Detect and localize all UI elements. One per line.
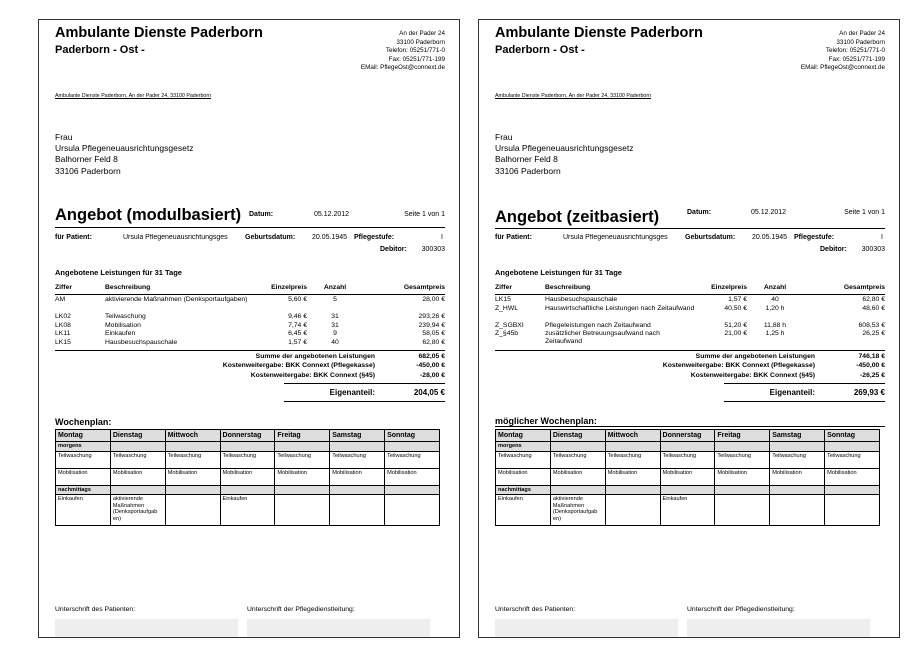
service-row bbox=[55, 330, 445, 339]
service-total: 608,53 € bbox=[858, 321, 885, 329]
recipient-address bbox=[495, 132, 633, 177]
plan-cell bbox=[605, 495, 660, 526]
weekday-header: Mittwoch bbox=[605, 430, 660, 442]
sum-value: -450,00 € bbox=[416, 362, 445, 370]
weekday-header-row bbox=[56, 430, 440, 442]
plan-cell: Mobilisation bbox=[715, 468, 770, 485]
plan-cell: Mobilisation bbox=[275, 468, 330, 485]
plan-cell: Teilwaschung bbox=[385, 451, 440, 468]
service-quantity: 40 bbox=[771, 296, 779, 303]
service-price: 1,57 € bbox=[728, 296, 747, 303]
contact-line: Telefon: 05251/771-0 bbox=[825, 47, 885, 55]
plan-cell: Teilwaschung bbox=[825, 451, 880, 468]
sum-row bbox=[55, 353, 445, 362]
service-quantity: 40 bbox=[331, 338, 339, 346]
service-code: LK11 bbox=[55, 330, 71, 338]
birth-value: 20.05.1945 bbox=[312, 234, 348, 241]
col-total: Gesamtpreis bbox=[403, 284, 445, 291]
care-level-value: I bbox=[881, 234, 883, 241]
contact-line: An der Pader 24 bbox=[839, 30, 885, 37]
plan-cell: Teilwaschung bbox=[56, 451, 111, 468]
recipient-line: 33106 Paderborn bbox=[495, 165, 561, 176]
period-label: nachmittags bbox=[56, 485, 111, 495]
service-total: 28,00 € bbox=[422, 296, 445, 303]
service-description: aktivierende Maßnahmen (Denksportaufgaben) bbox=[105, 296, 248, 303]
weekday-header: Sonntag bbox=[825, 430, 880, 442]
service-total: 48,60 € bbox=[862, 304, 885, 312]
service-description: Pflegeleistungen nach Zeitaufwand bbox=[545, 321, 651, 329]
plan-cell: Mobilisation bbox=[385, 468, 440, 485]
col-price: Einzelpreis bbox=[271, 284, 307, 291]
service-code: LK15 bbox=[55, 338, 71, 346]
patient-label: für Patient: bbox=[55, 234, 92, 241]
col-price: Einzelpreis bbox=[711, 284, 747, 291]
service-price: 51,20 € bbox=[724, 321, 747, 329]
service-quantity: 1,20 h bbox=[765, 304, 785, 312]
plan-cell: Mobilisation bbox=[770, 468, 825, 485]
sum-value: -28,00 € bbox=[420, 371, 445, 379]
sender-line: Ambulante Dienste Paderborn, An der Pader 24, 33100 Paderborn bbox=[55, 93, 212, 99]
period-row-morning bbox=[496, 442, 880, 452]
service-quantity: 5 bbox=[333, 296, 337, 303]
weekly-plan-table bbox=[55, 429, 440, 526]
weekday-header: Freitag bbox=[275, 430, 330, 442]
weekday-header-row bbox=[496, 430, 880, 442]
contact-line: An der Pader 24 bbox=[399, 30, 445, 37]
recipient-line: Ursula Pflegeneuausrichtungsgesetz bbox=[55, 143, 194, 154]
service-description: Einkaufen bbox=[105, 330, 136, 338]
items-rule bbox=[55, 350, 445, 351]
recipient-line: 33106 Paderborn bbox=[55, 165, 121, 176]
plan-cell bbox=[385, 495, 440, 526]
plan-cell: Mobilisation bbox=[496, 468, 551, 485]
service-row bbox=[55, 313, 445, 322]
service-quantity: 1,25 h bbox=[765, 330, 785, 338]
company-name: Ambulante Dienste Paderborn bbox=[495, 25, 703, 41]
title-rule bbox=[55, 227, 445, 228]
signature-service-field[interactable] bbox=[687, 619, 870, 637]
weekday-header: Samstag bbox=[770, 430, 825, 442]
col-code: Ziffer bbox=[495, 284, 512, 291]
service-quantity: 31 bbox=[331, 321, 339, 329]
sum-value: 746,18 € bbox=[858, 353, 885, 360]
patient-value: Ursula Pflegeneuausrichtungsges bbox=[563, 234, 668, 241]
service-code: LK15 bbox=[495, 296, 511, 303]
sum-label: Kostenweitergabe: BKK Connext (Pflegekasse) bbox=[222, 362, 375, 370]
plan-row bbox=[496, 451, 880, 468]
plan-cell: Teilwaschung bbox=[715, 451, 770, 468]
services-table bbox=[55, 284, 445, 347]
service-row bbox=[495, 296, 885, 305]
service-code: LK08 bbox=[55, 321, 71, 329]
service-total: 239,94 € bbox=[418, 321, 445, 329]
services-header bbox=[55, 284, 445, 294]
period-label: morgens bbox=[496, 442, 551, 452]
plan-cell: Mobilisation bbox=[110, 468, 165, 485]
weekly-plan-title: möglicher Wochenplan: bbox=[495, 416, 597, 426]
sum-row bbox=[495, 353, 885, 362]
recipient-line: Balhorner Feld 8 bbox=[55, 154, 118, 165]
service-code: Z_HWL bbox=[495, 304, 519, 312]
debtor-value: 300303 bbox=[421, 246, 445, 253]
contact-line: EMail: PflegeOst@connext.de bbox=[360, 64, 445, 72]
plan-cell: Teilwaschung bbox=[220, 451, 275, 468]
signature-patient-field[interactable] bbox=[55, 619, 238, 637]
plan-cell: Teilwaschung bbox=[660, 451, 715, 468]
own-share-value: 269,93 € bbox=[853, 388, 885, 397]
service-row bbox=[55, 322, 445, 331]
document-title: Angebot (modulbasiert) bbox=[55, 206, 242, 224]
service-quantity: 31 bbox=[331, 313, 339, 320]
own-share-label: Eigenanteil: bbox=[329, 388, 375, 397]
own-share-rule-bottom bbox=[284, 401, 445, 402]
contact-line: EMail: PflegeOst@connext.de bbox=[800, 64, 885, 72]
plan-cell: Einkaufen bbox=[496, 495, 551, 526]
signature-service-label: Unterschrift der Pflegedienstleitung: bbox=[247, 606, 355, 613]
weekday-header: Sonntag bbox=[385, 430, 440, 442]
service-price: 1,57 € bbox=[288, 338, 307, 346]
service-row bbox=[495, 322, 885, 331]
plan-cell: Teilwaschung bbox=[496, 451, 551, 468]
service-quantity: 11,88 h bbox=[763, 321, 787, 329]
date-label: Datum: bbox=[687, 209, 712, 216]
contact-line: Fax: 05251/771-199 bbox=[828, 55, 885, 63]
sums-block bbox=[55, 353, 445, 381]
col-total: Gesamtpreis bbox=[843, 284, 885, 291]
service-code: Z_SGBXI bbox=[495, 321, 524, 329]
own-share-rule bbox=[284, 383, 445, 384]
weekly-plan-title: Wochenplan: bbox=[55, 417, 112, 427]
service-total: 58,05 € bbox=[422, 330, 445, 338]
service-description: Teilwaschung bbox=[105, 313, 146, 320]
date-value: 05.12.2012 bbox=[751, 209, 787, 216]
plan-rule bbox=[495, 426, 885, 427]
date-value: 05.12.2012 bbox=[314, 211, 350, 218]
plan-cell: Teilwaschung bbox=[550, 451, 605, 468]
company-name: Ambulante Dienste Paderborn bbox=[55, 25, 263, 41]
plan-cell: Teilwaschung bbox=[165, 451, 220, 468]
weekday-header: Freitag bbox=[715, 430, 770, 442]
plan-cell: Einkaufen bbox=[220, 495, 275, 526]
weekday-header: Montag bbox=[496, 430, 551, 442]
weekday-header: Mittwoch bbox=[165, 430, 220, 442]
debtor-value: 300303 bbox=[861, 246, 885, 253]
page-number: Seite 1 von 1 bbox=[844, 209, 885, 216]
plan-cell: Mobilisation bbox=[330, 468, 385, 485]
signature-patient-label: Unterschrift des Patienten: bbox=[55, 606, 136, 613]
service-description: zusätzlicher Betreuungsaufwand nach Zeitaufwand bbox=[545, 330, 660, 346]
care-level-label: Pflegestufe: bbox=[794, 234, 835, 241]
service-row bbox=[495, 330, 885, 347]
col-description: Beschreibung bbox=[545, 284, 591, 291]
contact-line: Fax: 05251/771-199 bbox=[388, 55, 445, 63]
care-level-label: Pflegestufe: bbox=[354, 234, 395, 241]
plan-cell: Mobilisation bbox=[165, 468, 220, 485]
service-price: 5,60 € bbox=[288, 296, 307, 303]
plan-cell: Mobilisation bbox=[56, 468, 111, 485]
service-price: 7,74 € bbox=[288, 321, 307, 329]
service-description: Hausbesuchspauschale bbox=[545, 296, 618, 303]
own-share-rule bbox=[724, 383, 885, 384]
period-row-afternoon bbox=[56, 485, 440, 495]
sum-label: Summe der angebotenen Leistungen bbox=[695, 353, 815, 360]
sender-line: Ambulante Dienste Paderborn, An der Pader 24, 33100 Paderborn bbox=[495, 93, 652, 99]
recipient-address bbox=[55, 132, 193, 177]
sum-value: -450,00 € bbox=[856, 362, 885, 370]
contact-block bbox=[361, 30, 445, 73]
plan-cell: aktivierende Maßnahmen (Denksportaufgab en) bbox=[550, 495, 605, 526]
service-total: 62,80 € bbox=[422, 338, 445, 346]
plan-cell: Mobilisation bbox=[660, 468, 715, 485]
recipient-line: Frau bbox=[495, 132, 513, 142]
period-row-morning bbox=[56, 442, 440, 452]
plan-cell: Teilwaschung bbox=[275, 451, 330, 468]
service-row bbox=[55, 296, 445, 313]
document-title: Angebot (zeitbasiert) bbox=[495, 208, 660, 226]
sum-label: Kostenweitergabe: BKK Connext (§45) bbox=[690, 371, 815, 379]
sum-value: 682,05 € bbox=[418, 353, 445, 360]
plan-cell bbox=[715, 495, 770, 526]
plan-row bbox=[56, 451, 440, 468]
col-quantity: Anzahl bbox=[323, 284, 347, 291]
plan-cell bbox=[165, 495, 220, 526]
plan-cell: Mobilisation bbox=[605, 468, 660, 485]
plan-row bbox=[56, 495, 440, 526]
weekday-header: Dienstag bbox=[550, 430, 605, 442]
weekday-header: Dienstag bbox=[110, 430, 165, 442]
service-row bbox=[55, 339, 445, 348]
signature-service-field[interactable] bbox=[247, 619, 430, 637]
contact-line: 33100 Paderborn bbox=[396, 38, 445, 46]
sum-label: Summe der angebotenen Leistungen bbox=[255, 353, 375, 360]
service-price: 21,00 € bbox=[724, 330, 747, 338]
plan-cell: Einkaufen bbox=[56, 495, 111, 526]
recipient-line: Balhorner Feld 8 bbox=[495, 154, 558, 165]
services-table bbox=[495, 284, 885, 347]
birth-label: Geburtsdatum: bbox=[245, 234, 296, 241]
plan-cell: Mobilisation bbox=[550, 468, 605, 485]
recipient-line: Frau bbox=[55, 132, 73, 142]
recipient-line: Ursula Pflegeneuausrichtungsgesetz bbox=[495, 143, 634, 154]
birth-label: Geburtsdatum: bbox=[685, 234, 736, 241]
plan-cell: Teilwaschung bbox=[330, 451, 385, 468]
service-quantity: 9 bbox=[333, 330, 337, 338]
patient-value: Ursula Pflegeneuausrichtungsges bbox=[123, 234, 228, 241]
service-description: Hauswirtschaftliche Leistungen nach Zeitaufwand bbox=[545, 304, 695, 312]
weekday-header: Montag bbox=[56, 430, 111, 442]
weekly-plan-table bbox=[495, 429, 880, 526]
plan-cell bbox=[770, 495, 825, 526]
service-description: Mobilisation bbox=[105, 321, 141, 329]
plan-row bbox=[496, 495, 880, 526]
weekday-header: Samstag bbox=[330, 430, 385, 442]
services-header bbox=[495, 284, 885, 294]
plan-cell bbox=[275, 495, 330, 526]
page-number: Seite 1 von 1 bbox=[404, 211, 445, 218]
offer-sheet-module bbox=[38, 19, 460, 638]
service-price: 6,45 € bbox=[288, 330, 307, 338]
service-price: 9,46 € bbox=[288, 313, 307, 320]
plan-cell: Mobilisation bbox=[825, 468, 880, 485]
service-description: Hausbesuchspauschale bbox=[105, 338, 178, 346]
own-share-value: 204,05 € bbox=[413, 388, 445, 397]
branch-name: Paderborn - Ost - bbox=[55, 44, 145, 56]
contact-block bbox=[801, 30, 885, 73]
contact-line: 33100 Paderborn bbox=[836, 38, 885, 46]
care-level-value: I bbox=[441, 234, 443, 241]
period-label: nachmittags bbox=[496, 485, 551, 495]
patient-label: für Patient: bbox=[495, 234, 532, 241]
plan-cell: Teilwaschung bbox=[605, 451, 660, 468]
signature-patient-label: Unterschrift des Patienten: bbox=[495, 606, 576, 613]
services-title: Angebotene Leistungen für 31 Tage bbox=[55, 268, 182, 277]
plan-row bbox=[56, 468, 440, 485]
plan-cell: Mobilisation bbox=[220, 468, 275, 485]
service-total: 26,25 € bbox=[862, 330, 885, 338]
items-rule bbox=[495, 350, 885, 351]
branch-name: Paderborn - Ost - bbox=[495, 44, 585, 56]
signature-patient-field[interactable] bbox=[495, 619, 678, 637]
col-description: Beschreibung bbox=[105, 284, 151, 291]
weekday-header: Donnerstag bbox=[220, 430, 275, 442]
service-total: 62,80 € bbox=[862, 296, 885, 303]
sum-row bbox=[55, 362, 445, 371]
own-share-rule-bottom bbox=[724, 401, 885, 402]
plan-cell: Einkaufen bbox=[660, 495, 715, 526]
col-quantity: Anzahl bbox=[763, 284, 787, 291]
date-label: Datum: bbox=[249, 211, 274, 218]
sums-block bbox=[495, 353, 885, 381]
period-label: morgens bbox=[56, 442, 111, 452]
service-total: 293,26 € bbox=[418, 313, 445, 320]
service-code: AM bbox=[55, 296, 66, 303]
service-code: LK02 bbox=[55, 313, 71, 320]
period-row-afternoon bbox=[496, 485, 880, 495]
debtor-label: Debitor: bbox=[820, 246, 847, 253]
sum-row bbox=[495, 362, 885, 371]
sum-row bbox=[495, 372, 885, 381]
own-share-label: Eigenanteil: bbox=[769, 388, 815, 397]
offer-sheet-time bbox=[478, 19, 900, 638]
sum-label: Kostenweitergabe: BKK Connext (Pflegekasse) bbox=[662, 362, 815, 370]
contact-line: Telefon: 05251/771-0 bbox=[385, 47, 445, 55]
services-title: Angebotene Leistungen für 31 Tage bbox=[495, 268, 622, 277]
birth-value: 20.05.1945 bbox=[752, 234, 788, 241]
col-code: Ziffer bbox=[55, 284, 72, 291]
plan-cell: aktivierende Maßnahmen (Denksportaufgab en) bbox=[110, 495, 165, 526]
title-rule bbox=[495, 228, 885, 229]
sum-row bbox=[55, 372, 445, 381]
signature-service-label: Unterschrift der Pflegedienstleitung: bbox=[687, 606, 795, 613]
sum-label: Kostenweitergabe: BKK Connext (§45) bbox=[250, 371, 375, 379]
service-price: 40,50 € bbox=[724, 304, 747, 312]
service-row bbox=[495, 305, 885, 322]
sum-value: -26,25 € bbox=[860, 371, 885, 379]
plan-cell bbox=[825, 495, 880, 526]
weekday-header: Donnerstag bbox=[660, 430, 715, 442]
plan-cell bbox=[330, 495, 385, 526]
plan-row bbox=[496, 468, 880, 485]
service-code: Z_§45b bbox=[495, 330, 519, 338]
plan-cell: Teilwaschung bbox=[770, 451, 825, 468]
debtor-label: Debitor: bbox=[380, 246, 407, 253]
plan-cell: Teilwaschung bbox=[110, 451, 165, 468]
